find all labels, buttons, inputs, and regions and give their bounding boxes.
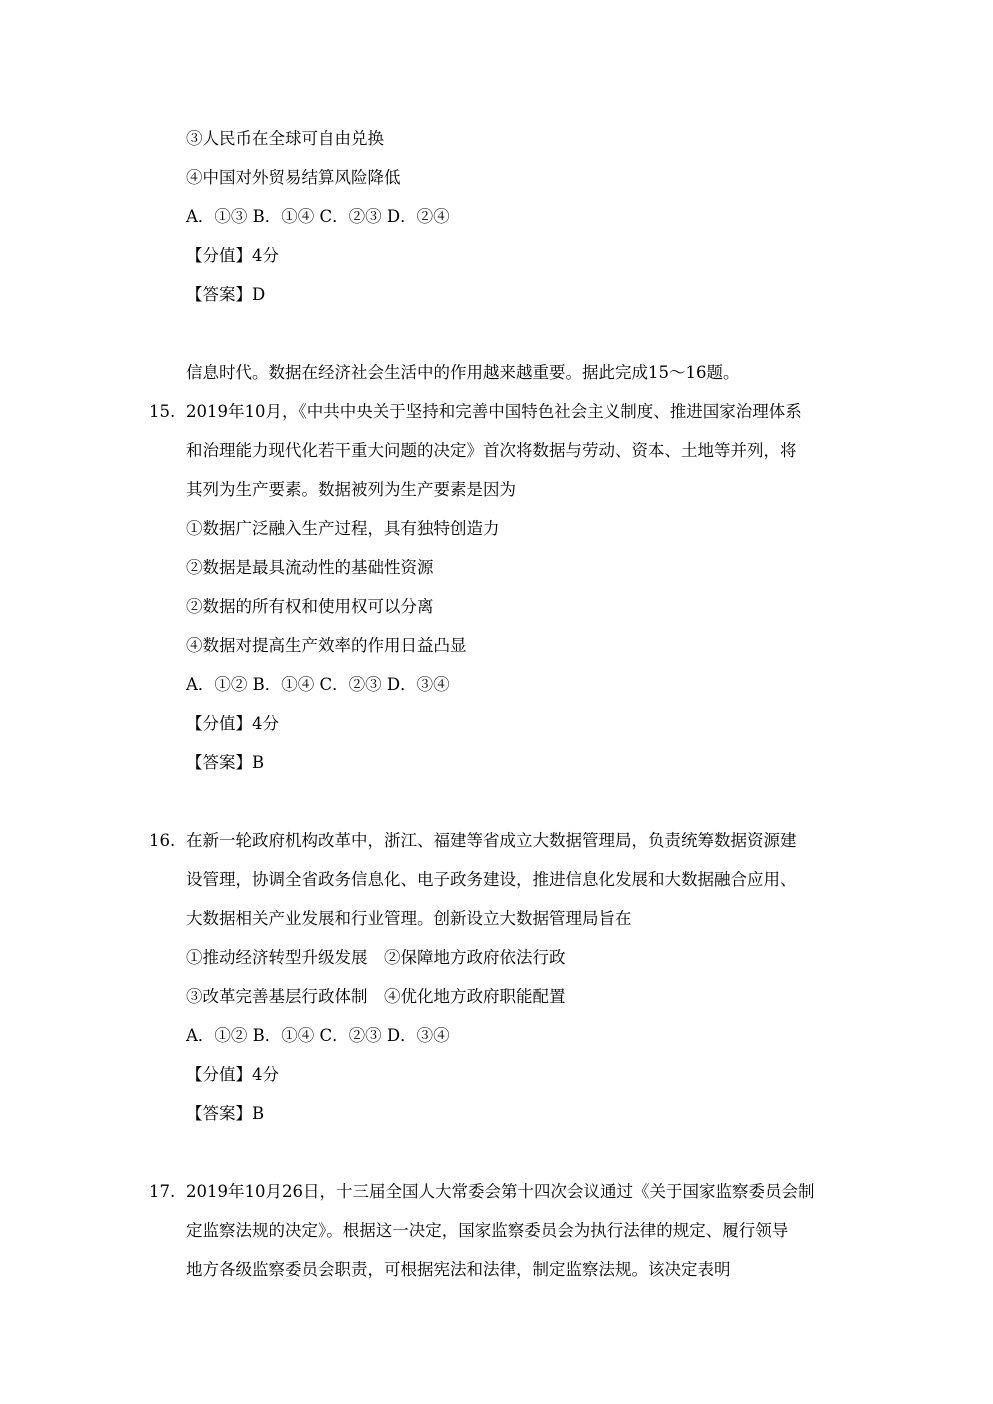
q16-score: 【分值】4分 [186,1065,279,1084]
q17-number: 17. [149,1182,176,1201]
q15-option-2: ②数据是最具流动性的基础性资源 [186,558,434,577]
q17-stem-line-1: 2019年10月26日，十三届全国人大常委会第十四次会议通过《关于国家监察委员会制 [186,1182,815,1201]
q14-choices: A．①③ B．①④ C．②③ D．②④ [186,207,450,226]
q17-stem-line-2: 定监察法规的决定》。根据这一决定，国家监察委员会为执行法律的规定、履行领导 [186,1221,789,1240]
q16-options-line-1: ①推动经济转型升级发展 ②保障地方政府依法行政 [186,948,566,967]
q14-score: 【分值】4分 [186,246,279,265]
q15-number: 15. [149,402,176,421]
q15-score: 【分值】4分 [186,714,279,733]
q16-choices: A．①② B．①④ C．②③ D．③④ [186,1026,450,1045]
q15-answer: 【答案】B [186,753,265,772]
q15-option-4: ④数据对提高生产效率的作用日益凸显 [186,636,467,655]
q16-stem-line-2: 设管理，协调全省政务信息化、电子政务建设，推进信息化发展和大数据融合应用、 [186,870,797,889]
section-intro: 信息时代。数据在经济社会生活中的作用越来越重要。据此完成15～16题。 [186,363,740,382]
q15-option-1: ①数据广泛融入生产过程，具有独特创造力 [186,519,500,538]
q16-number: 16. [149,831,176,850]
q14-option-4: ④中国对外贸易结算风险降低 [186,168,401,187]
q14-option-3: ③人民币在全球可自由兑换 [186,129,384,148]
q17-stem-line-3: 地方各级监察委员会职责，可根据宪法和法律，制定监察法规。该决定表明 [186,1260,731,1279]
q16-stem-line-1: 在新一轮政府机构改革中，浙江、福建等省成立大数据管理局，负责统筹数据资源建 [186,831,797,850]
q16-answer: 【答案】B [186,1104,265,1123]
q15-stem-line-3: 其列为生产要素。数据被列为生产要素是因为 [186,480,516,499]
q15-stem-line-2: 和治理能力现代化若干重大问题的决定》首次将数据与劳动、资本、土地等并列，将 [186,441,797,460]
q16-stem-line-3: 大数据相关产业发展和行业管理。创新设立大数据管理局旨在 [186,909,632,928]
q15-option-3: ②数据的所有权和使用权可以分离 [186,597,434,616]
q15-stem-line-1: 2019年10月，《中共中央关于坚持和完善中国特色社会主义制度、推进国家治理体系 [186,402,802,421]
q14-answer: 【答案】D [186,285,266,304]
q15-choices: A．①② B．①④ C．②③ D．③④ [186,675,450,694]
q16-options-line-2: ③改革完善基层行政体制 ④优化地方政府职能配置 [186,987,566,1006]
